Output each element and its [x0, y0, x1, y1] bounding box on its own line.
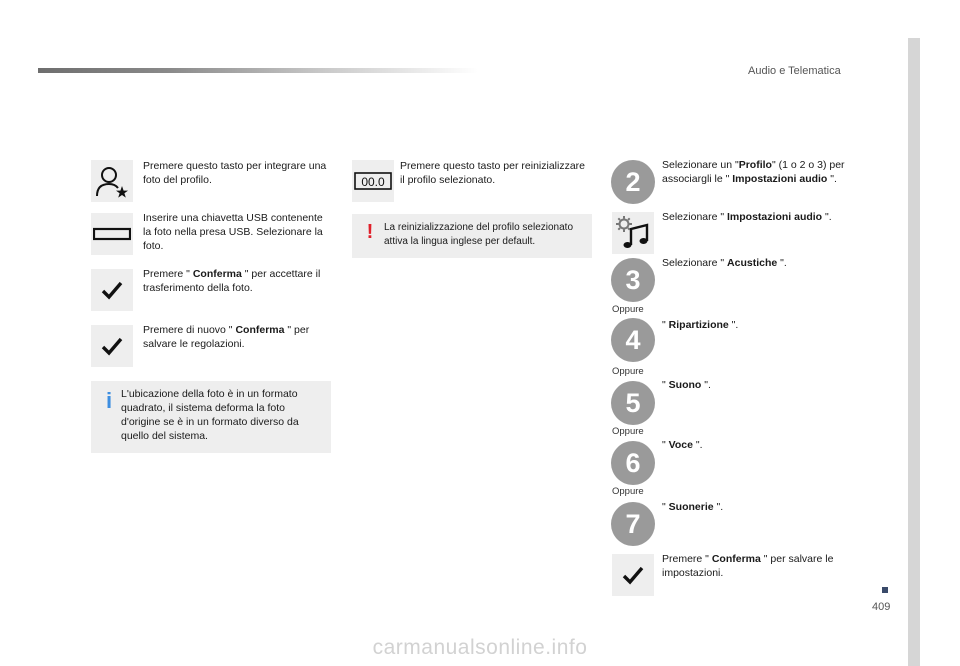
step-5-badge: 5	[611, 381, 655, 425]
oppure-label: Oppure	[612, 304, 644, 315]
oppure-label: Oppure	[612, 366, 644, 377]
usb-key-icon	[93, 224, 131, 244]
audio-settings-button	[612, 212, 654, 254]
step-3-badge: 3	[611, 258, 655, 302]
oppure-label: Oppure	[612, 486, 644, 497]
info-icon: i	[105, 388, 113, 413]
step-2-text: Selezionare un "Profilo" (1 o 2 o 3) per associargli le " Impostazioni audio ".	[662, 159, 845, 185]
page-number: 409	[872, 601, 891, 613]
reset-profile-button	[352, 160, 394, 202]
step-6-badge: 6	[611, 441, 655, 485]
check-icon	[101, 280, 123, 300]
info-note-text: L'ubicazione della foto è in un formato quadrato, il sistema deforma la foto d'origine se è in un formato diverso da quello del sistema.	[121, 388, 299, 442]
step-3-text: Selezionare " Acustiche ".	[662, 257, 787, 269]
step-4-badge: 4	[611, 318, 655, 362]
confirm-photo-button	[91, 269, 133, 311]
check-icon	[622, 565, 644, 585]
profile-photo-text: Premere questo tasto per integrare una foto del profilo.	[143, 160, 327, 186]
section-title: Audio e Telematica	[748, 65, 841, 77]
warning-note-text: La reinizializzazione del profilo selezionato attiva la lingua inglese per default.	[384, 222, 573, 247]
confirm-photo-text: Premere " Conferma " per accettare il trasferimento della foto.	[143, 268, 321, 294]
profile-photo-icon	[95, 164, 129, 198]
step-2-badge: 2	[611, 160, 655, 204]
audio-settings-text: Selezionare " Impostazioni audio ".	[662, 211, 832, 223]
usb-key-text: Inserire una chiavetta USB contenente la foto nella presa USB. Selezionare la foto.	[143, 212, 323, 252]
page-marker	[882, 587, 888, 593]
reset-display-icon	[354, 171, 392, 191]
step-4-text: " Ripartizione ".	[662, 319, 739, 331]
info-note	[91, 381, 331, 453]
confirm-audio-text: Premere " Conferma " per salvare le impostazioni.	[662, 553, 834, 579]
step-5-text: " Suono ".	[662, 379, 711, 391]
watermark: carmanualsonline.info	[372, 636, 588, 659]
confirm-audio-button	[612, 554, 654, 596]
confirm-settings-button	[91, 325, 133, 367]
check-icon	[101, 336, 123, 356]
usb-key-button	[91, 213, 133, 255]
oppure-label: Oppure	[612, 426, 644, 437]
step-6-text: " Voce ".	[662, 439, 703, 451]
reset-profile-text: Premere questo tasto per reinizializzare il profilo selezionato.	[400, 160, 586, 186]
profile-photo-button	[91, 160, 133, 202]
page-side-strip	[908, 38, 920, 666]
header-gradient-bar	[38, 68, 478, 73]
step-7-text: " Suonerie ".	[662, 501, 724, 513]
audio-settings-icon	[615, 215, 651, 251]
warning-icon: !	[366, 221, 374, 243]
step-7-badge: 7	[611, 502, 655, 546]
warning-note	[352, 214, 592, 258]
confirm-settings-text: Premere di nuovo " Conferma " per salvare le regolazioni.	[143, 324, 310, 350]
reset-display-label: 00.0	[361, 175, 385, 189]
